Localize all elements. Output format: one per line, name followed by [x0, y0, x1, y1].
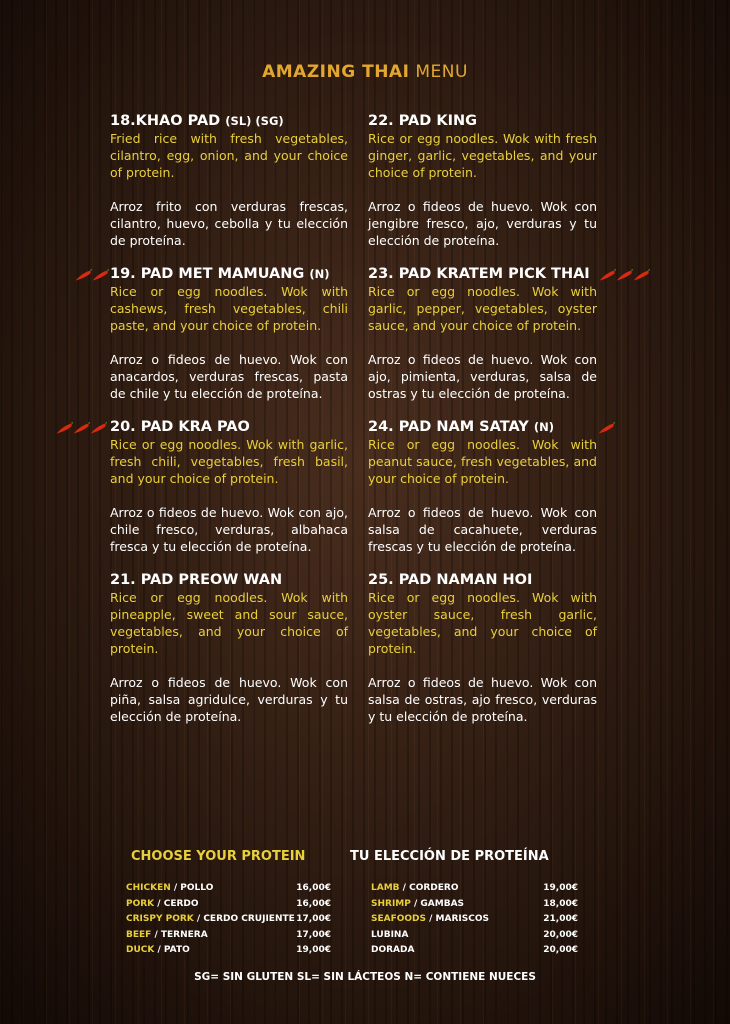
- protein-name-en: SEAFOODS: [371, 914, 426, 924]
- dish-description-es: Arroz o fideos de huevo. Wok con piña, salsa agridulce, verduras y tu elección de proteína.: [110, 675, 348, 724]
- protein-row: [371, 928, 578, 944]
- chili-pepper-icon: [56, 422, 73, 435]
- chili-pepper-icon: [599, 269, 616, 282]
- protein-price: 21,00€: [543, 914, 578, 924]
- protein-name-es: / TERNERA: [151, 929, 208, 940]
- allergen-legend: SG= SIN GLUTEN SL= SIN LÁCTEOS N= CONTIENE NUECES: [194, 971, 536, 983]
- menu-item: [368, 112, 597, 249]
- chili-icon-group: [599, 265, 650, 284]
- protein-heading-es: TU ELECCIÓN DE PROTEÍNA: [350, 849, 549, 864]
- chili-icon-group: [56, 418, 107, 437]
- protein-name-es: / MARISCOS: [426, 914, 489, 924]
- protein-name-en: SHRIMP: [371, 898, 411, 909]
- menu-title-light: MENU: [415, 62, 468, 82]
- chili-pepper-icon: [90, 422, 107, 435]
- protein-name-en: CHICKEN: [126, 883, 171, 893]
- dish-description-es: Arroz o fideos de huevo. Wok con ajo, chile fresco, verduras, albahaca fresca y tu elección de proteína.: [110, 505, 348, 554]
- protein-price: 16,00€: [296, 898, 331, 909]
- dish-heading: [110, 571, 348, 589]
- dish-heading: [368, 112, 597, 130]
- protein-row: [126, 928, 331, 944]
- dish-description-es: Arroz o fideos de huevo. Wok con ajo, pimienta, verduras, salsa de ostras y tu elección de proteína.: [368, 352, 597, 401]
- protein-price: 17,00€: [296, 914, 331, 924]
- dish-tags: (SL) (SG): [225, 114, 284, 128]
- menu-item: [110, 418, 348, 555]
- dish-description-en: Rice or egg noodles. Wok with oyster sauce, fresh garlic, vegetables, and your choice of protein.: [368, 590, 597, 656]
- protein-row: [371, 897, 578, 913]
- dish-heading: [368, 418, 597, 436]
- protein-name-es: / CERDO: [154, 898, 199, 909]
- dish-heading: [368, 571, 597, 589]
- dish-name: 21. PAD PREOW WAN: [110, 572, 283, 588]
- protein-name-en: PORK: [126, 898, 155, 909]
- dish-tags: (N): [309, 267, 330, 281]
- menu-item: [110, 571, 348, 725]
- dish-name: 25. PAD NAMAN HOI: [368, 572, 533, 588]
- dish-description-en: Rice or egg noodles. Wok with peanut sauce, fresh vegetables, and your choice of protein.: [368, 437, 597, 486]
- chili-pepper-icon: [616, 269, 633, 282]
- dish-name: 22. PAD KING: [368, 113, 478, 129]
- menu-item: [368, 265, 597, 402]
- chili-pepper-icon: [92, 269, 109, 282]
- protein-row: [371, 912, 578, 928]
- dish-name: 23. PAD KRATEM PICK THAI: [368, 266, 590, 282]
- protein-name-es: DORADA: [371, 945, 415, 955]
- right-column: [368, 112, 597, 741]
- protein-row: [371, 881, 578, 897]
- protein-price: 20,00€: [543, 929, 578, 940]
- protein-row: [371, 943, 578, 959]
- dish-description-en: Rice or egg noodles. Wok with pineapple, sweet and sour sauce, vegetables, and your choice of protein.: [110, 590, 348, 656]
- protein-price: 17,00€: [296, 929, 331, 940]
- dish-name: 19. PAD MET MAMUANG: [110, 266, 305, 282]
- chili-pepper-icon: [598, 422, 615, 435]
- left-column: [110, 112, 348, 741]
- menu-title-bold: AMAZING THAI: [262, 62, 410, 82]
- protein-name-en: DUCK: [126, 945, 155, 955]
- chili-icon-group: [598, 418, 615, 437]
- dish-description-en: Rice or egg noodles. Wok with garlic, fresh chili, vegetables, fresh basil, and your choice of protein.: [110, 437, 348, 486]
- protein-price: 18,00€: [543, 898, 578, 909]
- protein-price: 20,00€: [543, 945, 578, 955]
- dish-name: 24. PAD NAM SATAY: [368, 419, 529, 435]
- protein-row: [126, 897, 331, 913]
- protein-name-es: / POLLO: [170, 883, 214, 893]
- protein-price: 16,00€: [296, 883, 331, 893]
- dish-description-es: Arroz frito con verduras frescas, cilantro, huevo, cebolla y tu elección de proteína.: [110, 199, 348, 248]
- protein-row: [126, 943, 331, 959]
- protein-name-es: / GAMBAS: [410, 898, 465, 909]
- protein-heading-en: CHOOSE YOUR PROTEIN: [131, 849, 306, 864]
- protein-name-es: LUBINA: [371, 929, 409, 940]
- chili-pepper-icon: [75, 269, 92, 282]
- dish-description-en: Rice or egg noodles. Wok with cashews, fresh vegetables, chili paste, and your choice of protein.: [110, 284, 348, 333]
- dish-description-es: Arroz o fideos de huevo. Wok con anacardos, verduras frescas, pasta de chile y tu elección de proteína.: [110, 352, 348, 401]
- dish-heading: [110, 112, 348, 130]
- protein-name-es: / CERDO CRUJIENTE: [193, 914, 295, 924]
- chili-pepper-icon: [73, 422, 90, 435]
- dish-tags: (N): [533, 420, 555, 434]
- dish-description-en: Rice or egg noodles. Wok with fresh ginger, garlic, vegetables, and your choice of protein.: [368, 131, 597, 180]
- protein-name-en: BEEF: [126, 929, 152, 940]
- dish-heading: [368, 265, 597, 283]
- protein-row: [126, 912, 331, 928]
- dish-description-es: Arroz o fideos de huevo. Wok con jengibre fresco, ajo, verduras y tu elección de proteína.: [368, 199, 597, 248]
- menu-item: [110, 112, 348, 249]
- dish-description-es: Arroz o fideos de huevo. Wok con salsa de ostras, ajo fresco, verduras y tu elección de proteína.: [368, 675, 597, 724]
- dish-description-en: Fried rice with fresh vegetables, cilantro, egg, onion, and your choice of protein.: [110, 131, 348, 180]
- protein-price: 19,00€: [543, 883, 578, 893]
- chili-icon-group: [75, 265, 109, 284]
- dish-description-es: Arroz o fideos de huevo. Wok con salsa de cacahuete, verduras frescas y tu elección de proteína.: [368, 505, 597, 554]
- menu-item: [110, 265, 348, 402]
- dish-heading: [110, 418, 348, 436]
- protein-name-en: LAMB: [371, 883, 400, 893]
- chili-pepper-icon: [633, 269, 650, 282]
- menu-item: [368, 571, 597, 725]
- protein-name-en: CRISPY PORK: [126, 914, 194, 924]
- menu-title: [0, 62, 730, 82]
- protein-price: 19,00€: [296, 945, 331, 955]
- protein-table-right: [371, 881, 578, 959]
- protein-table-left: [126, 881, 331, 959]
- protein-name-es: / CORDERO: [399, 883, 459, 893]
- protein-row: [126, 881, 331, 897]
- dish-heading: [110, 265, 348, 283]
- dish-name: 18.KHAO PAD: [110, 113, 221, 129]
- protein-name-es: / PATO: [154, 945, 190, 955]
- menu-item: [368, 418, 597, 555]
- dish-name: 20. PAD KRA PAO: [110, 419, 250, 435]
- dish-description-en: Rice or egg noodles. Wok with garlic, pepper, vegetables, oyster sauce, and your choice of protein.: [368, 284, 597, 333]
